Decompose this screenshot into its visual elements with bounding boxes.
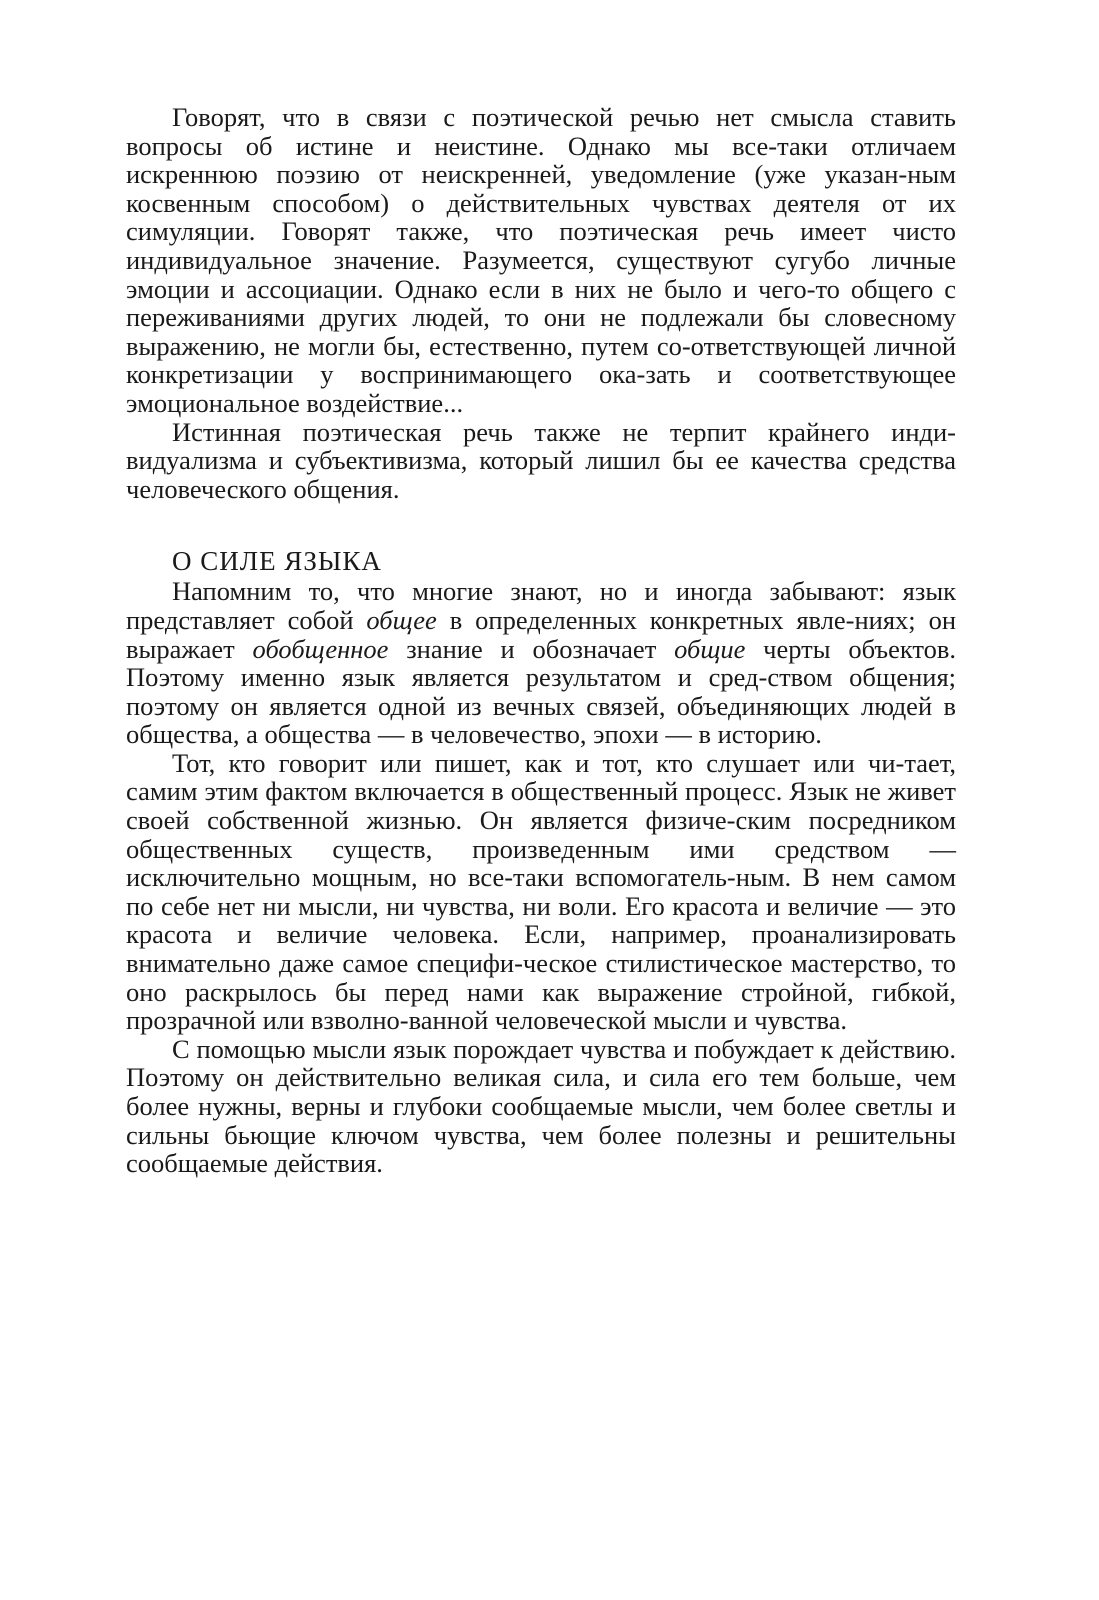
paragraph [126, 749, 956, 1035]
paragraph [126, 1035, 956, 1178]
section-heading: О СИЛЕ ЯЗЫКА [172, 546, 382, 577]
text-run: знание и обозначает [388, 633, 675, 664]
paragraph [126, 418, 956, 504]
text-run: С помощью мысли язык порождает чувства и побуждает к действию. Поэтому он действительно великая сила, и сила его тем больше, чем более нужны, верны и глубоки сообщаемые мысли, чем более светлы и сильны бьющие ключом чувства, чем более полезны и решительны сообщаемые действия. [126, 1033, 956, 1179]
text-run: в определенных конкретных явле-ниях; он выражает [126, 604, 956, 664]
text-run: Напомним то, что многие знают, но и иногда забывают: язык представляет собой [126, 576, 956, 635]
text-run: Тот, кто говорит или пишет, как и тот, кто слушает или чи-тает, самим этим фактом включается в общественный процесс. Язык не живет своей собственной жизнью. Он является физиче-ским посредником общественных существ, произведенным ими средством — исключительно мощным, но все-таки вспомогатель-ным. В нем самом по себе нет ни мысли, ни чувства, ни воли. Его красота и величие — это красота и величие человека. Если, например, проанализировать внимательно даже самое специфи-ческое стилистическое мастерство, то оно раскрылось бы перед нами как выражение стройной, гибкой, прозрачной или взволно-ванной человеческой мысли и чувства. [126, 747, 956, 1036]
paragraph [126, 577, 956, 749]
section-poetic-speech [126, 103, 956, 503]
paragraph [126, 103, 956, 418]
page-body [126, 103, 956, 1178]
italic-emphasis: общие [674, 633, 746, 664]
italic-emphasis: обобщенное [252, 633, 389, 664]
italic-emphasis: общее [366, 604, 437, 635]
section-power-of-language [126, 545, 956, 1177]
text-run: черты объектов. Поэтому именно язык является результатом и сред-ством общения; поэтому он является одной из вечных связей, объединяющих людей в общества, а общества — в человечество, эпохи — в историю. [126, 633, 957, 750]
text-run: Говорят, что в связи с поэтической речью нет смысла ставить вопросы об истине и неистине. Однако мы все-таки отличаем искреннюю поэзию от неискренней, уведомление (уже указан-ным косвенным способом) о действительных чувствах деятеля от их симуляции. Говорят также, что поэтическая речь имеет чисто индивидуальное значение. Разумеется, существуют сугубо личные эмоции и ассоциации. Однако если в них не было и чего-то общего с переживаниями других людей, то они не подлежали бы словесному выражению, не могли бы, естественно, путем со-ответствующей личной конкретизации у воспринимающего ока-зать и соответствующее эмоциональное воздействие... [126, 102, 956, 418]
text-run: Истинная поэтическая речь также не терпит крайнего инди-видуализма и субъективизма, который лишил бы ее качества средства человеческого общения. [126, 416, 956, 504]
